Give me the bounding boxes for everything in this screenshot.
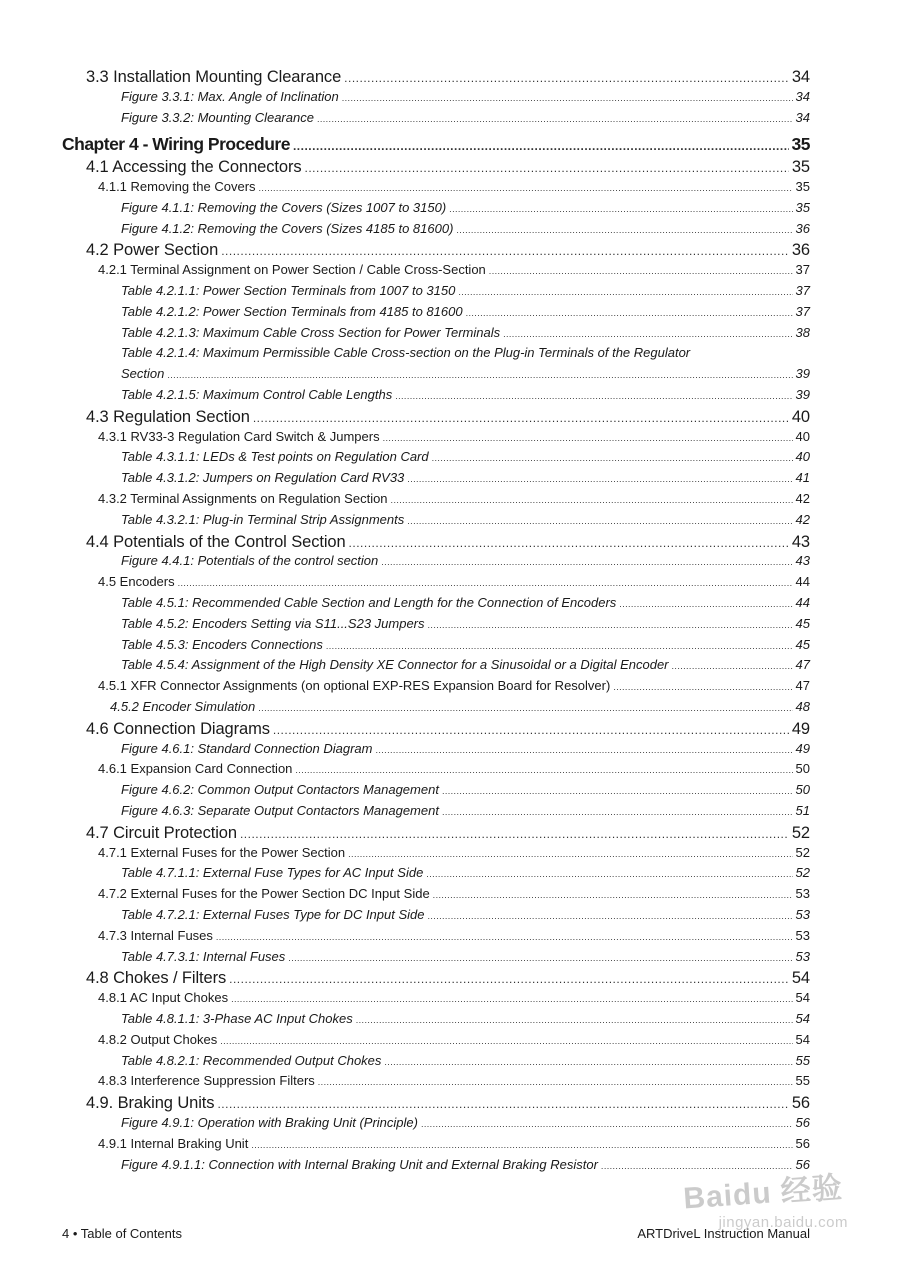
toc-entry[interactable] [110, 699, 810, 714]
toc-entry-title: 4.2 Power Section [86, 241, 219, 260]
toc-entry-title: 4.1.1 Removing the Covers [98, 179, 256, 194]
dot-leader [231, 994, 792, 1004]
dot-leader [295, 765, 792, 775]
toc-entry[interactable] [86, 158, 810, 177]
toc-entry-page: 35 [791, 134, 810, 155]
toc-entry-title: 3.3 Installation Mounting Clearance [86, 68, 342, 86]
toc-entry-page: 49 [791, 719, 810, 738]
toc-entry-page: 56 [791, 1094, 810, 1113]
dot-leader [305, 161, 789, 175]
toc-entry-page: 54 [795, 1031, 810, 1047]
dot-leader [216, 932, 793, 942]
toc-entry[interactable] [98, 179, 810, 194]
toc-entry[interactable] [86, 408, 810, 427]
toc-entry[interactable] [98, 1032, 810, 1047]
dot-leader [251, 1140, 792, 1150]
toc-entry-page: 34 [791, 68, 810, 86]
dot-leader [433, 890, 793, 900]
toc-entry[interactable] [121, 1011, 810, 1026]
toc-entry[interactable] [121, 1053, 810, 1068]
toc-entry[interactable] [121, 595, 810, 610]
dot-leader [442, 807, 793, 817]
toc-entry[interactable] [86, 68, 810, 87]
toc-entry[interactable] [121, 1115, 810, 1130]
toc-entry-title: Table 4.3.2.1: Plug-in Terminal Strip Assignments [121, 511, 405, 527]
toc-entry-page: 56 [795, 1135, 810, 1151]
toc-entry[interactable] [98, 574, 810, 589]
dot-leader [503, 329, 792, 339]
toc-entry-page: 52 [795, 844, 810, 860]
toc-entry-title: 4.3.1 RV33-3 Regulation Card Switch & Jumpers [98, 428, 380, 444]
toc-entry-title: Table 4.5.2: Encoders Setting via S11...S23 Jumpers [121, 615, 425, 631]
dot-leader [318, 1077, 793, 1087]
dot-leader [167, 370, 792, 380]
toc-entry-page: 54 [791, 969, 810, 988]
toc-entry-page: 43 [791, 532, 810, 551]
toc-entry[interactable] [86, 533, 810, 552]
dot-leader [293, 139, 789, 153]
toc-entry-title: 4.3.2 Terminal Assignments on Regulation Section [98, 491, 388, 506]
toc-entry-title: 4.9.1 Internal Braking Unit [98, 1135, 249, 1151]
toc-entry[interactable] [121, 865, 810, 880]
dot-leader [407, 474, 792, 484]
toc-entry-page: 40 [795, 428, 810, 444]
toc-entry[interactable] [98, 990, 810, 1005]
toc-entry[interactable] [98, 429, 810, 444]
toc-entry-page: 48 [795, 699, 810, 714]
toc-entry-page: 51 [795, 803, 810, 818]
toc-entry-page: 34 [795, 109, 810, 125]
toc-entry-page: 50 [795, 761, 810, 777]
toc-entry[interactable] [98, 1136, 810, 1151]
dot-leader [613, 682, 792, 692]
dot-leader [326, 641, 793, 651]
toc-entry[interactable] [86, 824, 810, 843]
toc-entry-title: 4.8.2 Output Chokes [98, 1031, 218, 1047]
toc-entry-title: Table 4.5.4: Assignment of the High Density XE Connector for a Sinusoidal or a Digital Encoder [121, 657, 669, 673]
toc-entry[interactable] [62, 134, 810, 155]
toc-entry[interactable] [121, 110, 810, 125]
toc-entry-title: 4.5 Encoders [98, 574, 175, 590]
dot-leader [288, 953, 792, 963]
toc-entry-title: 4.7 Circuit Protection [86, 823, 237, 842]
toc-entry[interactable] [121, 657, 810, 672]
toc-entry-page: 54 [795, 990, 810, 1006]
toc-entry[interactable] [121, 616, 810, 631]
dot-leader [489, 266, 793, 276]
toc-entry-page: 54 [795, 1011, 810, 1026]
toc-entry-title: 4.8.3 Interference Suppression Filters [98, 1073, 315, 1089]
toc-entry[interactable] [121, 907, 810, 922]
toc-entry[interactable] [121, 387, 810, 402]
toc-entry-title: Figure 3.3.1: Max. Angle of Inclination [121, 88, 339, 104]
toc-entry-page: 43 [795, 553, 810, 569]
toc-entry-title: 4.7.2 External Fuses for the Power Section DC Input Side [98, 886, 430, 902]
toc-entry-title: Figure 4.1.2: Removing the Covers (Sizes 4185 to 81600) [121, 220, 454, 236]
toc-entry-page: 50 [795, 782, 810, 798]
toc-entry-title: Figure 4.9.1: Operation with Braking Unit (Principle) [121, 1115, 418, 1130]
toc-entry-title: Section [121, 366, 165, 382]
dot-leader [356, 1015, 793, 1025]
toc-entry-title: Figure 4.9.1.1: Connection with Internal Braking Unit and External Braking Resistor [121, 1156, 598, 1172]
toc-entry-title: 4.6 Connection Diagrams [86, 719, 270, 738]
toc-entry[interactable] [121, 949, 810, 964]
toc-entry-page: 37 [795, 303, 810, 319]
toc-entry-page: 40 [791, 407, 810, 426]
toc-entry-title: Figure 4.4.1: Potentials of the control section [121, 553, 379, 569]
toc-entry-title: Table 4.5.1: Recommended Cable Section and Length for the Connection of Encoders [121, 595, 617, 610]
toc-entry-page: 39 [795, 366, 810, 382]
footer-page-label: 4 • Table of Contents [62, 1226, 182, 1241]
dot-leader [317, 114, 793, 124]
dot-leader [217, 1097, 788, 1111]
toc-entry[interactable] [121, 449, 810, 464]
dot-leader [221, 244, 789, 258]
toc-entry-title: Figure 3.3.2: Mounting Clearance [121, 109, 314, 125]
toc-entry-title: 4.3 Regulation Section [86, 407, 250, 426]
dot-leader [426, 869, 792, 879]
watermark-url: jingyan.baidu.com [718, 1214, 848, 1231]
dot-leader [428, 620, 793, 630]
toc-entry-page: 39 [795, 387, 810, 402]
toc-entry-title: 4.5.2 Encoder Simulation [110, 699, 256, 714]
dot-leader [407, 516, 792, 526]
toc-entry[interactable] [121, 553, 810, 568]
toc-entry-title: Chapter 4 - Wiring Procedure [62, 134, 290, 155]
toc-entry[interactable] [121, 283, 810, 298]
toc-entry-title: Table 4.2.1.5: Maximum Control Cable Lengths [121, 387, 393, 402]
toc-entry-title: 4.6.1 Expansion Card Connection [98, 761, 293, 777]
toc-entry[interactable] [121, 325, 810, 340]
toc-entry-title: Table 4.7.3.1: Internal Fuses [121, 948, 286, 964]
toc-entry-title: Table 4.3.1.2: Jumpers on Regulation Card RV33 [121, 470, 405, 486]
toc-entry-page: 35 [791, 158, 810, 177]
toc-entry-page: 53 [795, 948, 810, 964]
toc-entry[interactable] [98, 678, 810, 693]
toc-entry-title: Table 4.2.1.3: Maximum Cable Cross Section for Power Terminals [121, 324, 501, 340]
toc-entry[interactable] [86, 969, 810, 988]
toc-entry-page: 49 [795, 740, 810, 756]
dot-leader [395, 391, 792, 401]
toc-entry[interactable] [86, 241, 810, 260]
dot-leader [421, 1119, 793, 1129]
toc-entry-page: 34 [795, 88, 810, 104]
dot-leader [383, 433, 793, 443]
dot-leader [458, 287, 792, 297]
toc-entry-page: 45 [795, 636, 810, 652]
toc-entry-page: 53 [795, 886, 810, 902]
toc-entry[interactable] [121, 304, 810, 319]
dot-leader [428, 911, 793, 921]
dot-leader [349, 536, 789, 550]
toc-entry[interactable] [121, 200, 810, 215]
toc-entry[interactable] [121, 1157, 810, 1172]
toc-entry[interactable] [121, 741, 810, 756]
toc-entry-page: 35 [795, 199, 810, 215]
toc-entry-title: 4.8 Chokes / Filters [86, 969, 227, 988]
dot-leader [384, 1057, 792, 1067]
toc-entry-page: 36 [795, 220, 810, 236]
dot-leader [253, 411, 789, 425]
toc-entry[interactable] [121, 470, 810, 485]
toc-entry-page: 44 [795, 574, 810, 590]
toc-entry-page: 53 [795, 927, 810, 943]
toc-entry-page: 47 [795, 657, 810, 673]
toc-entry-title: Table 4.7.2.1: External Fuses Type for DC Input Side [121, 907, 425, 922]
toc-entry-title: 4.5.1 XFR Connector Assignments (on optional EXP-RES Expansion Board for Resolver) [98, 678, 611, 694]
toc-entry[interactable] [121, 512, 810, 527]
toc-entry-page: 56 [795, 1156, 810, 1172]
dot-leader [258, 703, 792, 713]
toc-entry[interactable] [98, 1073, 810, 1088]
toc-entry-page: 55 [795, 1073, 810, 1089]
dot-leader [344, 71, 789, 85]
toc-entry[interactable] [86, 1094, 810, 1113]
toc-entry-page: 35 [795, 179, 810, 194]
toc-entry[interactable] [98, 491, 810, 506]
dot-leader [449, 204, 792, 214]
dot-leader [381, 557, 792, 567]
toc-entry-page: 53 [795, 907, 810, 922]
toc-entry-page: 42 [795, 491, 810, 506]
toc-entry-title: Table 4.2.1.1: Power Section Terminals from 1007 to 3150 [121, 283, 456, 298]
toc-entry-title: 4.4 Potentials of the Control Section [86, 532, 346, 551]
dot-leader [220, 1036, 792, 1046]
toc-entry-title: Table 4.2.1.2: Power Section Terminals from 4185 to 81600 [121, 303, 463, 319]
toc-entry-page: 52 [795, 865, 810, 881]
toc-entry-page: 42 [795, 511, 810, 527]
dot-leader [442, 786, 793, 796]
toc-entry-page: 41 [795, 470, 810, 486]
dot-leader [348, 849, 792, 859]
dot-leader [342, 93, 793, 103]
toc-entry-page: 38 [795, 324, 810, 340]
dot-leader [273, 723, 789, 737]
toc-entry-title: Figure 4.6.3: Separate Output Contactors Management [121, 803, 439, 818]
toc-entry-page: 44 [795, 595, 810, 610]
dot-leader [391, 495, 793, 505]
toc-entry-page: 40 [795, 449, 810, 465]
toc-entry-title: Figure 4.6.2: Common Output Contactors Management [121, 782, 439, 798]
toc-entry[interactable] [98, 262, 810, 277]
dot-leader [178, 578, 793, 588]
toc-entry[interactable] [121, 782, 810, 797]
toc-entry[interactable] [121, 637, 810, 652]
toc-entry-title: Table 4.5.3: Encoders Connections [121, 636, 323, 652]
toc-entry-title: Figure 4.6.1: Standard Connection Diagram [121, 740, 373, 756]
toc-entry-title: 4.8.1 AC Input Chokes [98, 990, 229, 1006]
dot-leader [229, 972, 789, 986]
dot-leader [375, 745, 792, 755]
toc-entry-title: 4.1 Accessing the Connectors [86, 158, 302, 177]
toc-entry[interactable] [98, 845, 810, 860]
toc-entry-page: 36 [791, 241, 810, 260]
toc-entry-page: 47 [795, 678, 810, 694]
toc-entry-page: 37 [795, 262, 810, 278]
dot-leader [259, 183, 793, 193]
toc-entry[interactable] [121, 803, 810, 818]
toc-entry[interactable] [98, 761, 810, 776]
dot-leader [432, 453, 793, 463]
toc-entry[interactable] [121, 221, 810, 236]
toc-entry-page: 52 [791, 823, 810, 842]
toc-entry[interactable] [98, 928, 810, 943]
dot-leader [619, 599, 792, 609]
dot-leader [672, 661, 793, 671]
toc-entry-title: 4.7.1 External Fuses for the Power Section [98, 844, 346, 860]
toc-entry-title: Table 4.2.1.4: Maximum Permissible Cable Cross-section on the Plug-in Terminals of the Regulator [121, 345, 691, 361]
toc-entry[interactable] [121, 89, 810, 104]
watermark-logo: Baidu 经验 [682, 1171, 845, 1216]
dot-leader [466, 308, 793, 318]
toc-entry-title: 4.9. Braking Units [86, 1094, 215, 1113]
dot-leader [456, 225, 792, 235]
toc-entry-title: Table 4.8.2.1: Recommended Output Chokes [121, 1052, 382, 1068]
toc-entry-title: Table 4.7.1.1: External Fuse Types for AC Input Side [121, 865, 424, 881]
toc-entry-page: 55 [795, 1052, 810, 1068]
toc-entry-page: 56 [795, 1115, 810, 1130]
footer-manual-title: ARTDriveL Instruction Manual [637, 1226, 810, 1241]
toc-entry-title: Table 4.8.1.1: 3-Phase AC Input Chokes [121, 1011, 353, 1026]
toc-entry-title: 4.2.1 Terminal Assignment on Power Section / Cable Cross-Section [98, 262, 486, 278]
toc-entry-page: 45 [795, 615, 810, 631]
toc-entry[interactable] [98, 886, 810, 901]
toc-entry-title: Table 4.3.1.1: LEDs & Test points on Regulation Card [121, 449, 429, 465]
dot-leader [240, 827, 789, 841]
toc-entry-title: 4.7.3 Internal Fuses [98, 927, 213, 943]
toc-entry[interactable] [121, 366, 810, 381]
toc-entry-title: Figure 4.1.1: Removing the Covers (Sizes 1007 to 3150) [121, 199, 447, 215]
toc-entry[interactable] [86, 720, 810, 739]
toc-entry-page: 37 [795, 283, 810, 298]
